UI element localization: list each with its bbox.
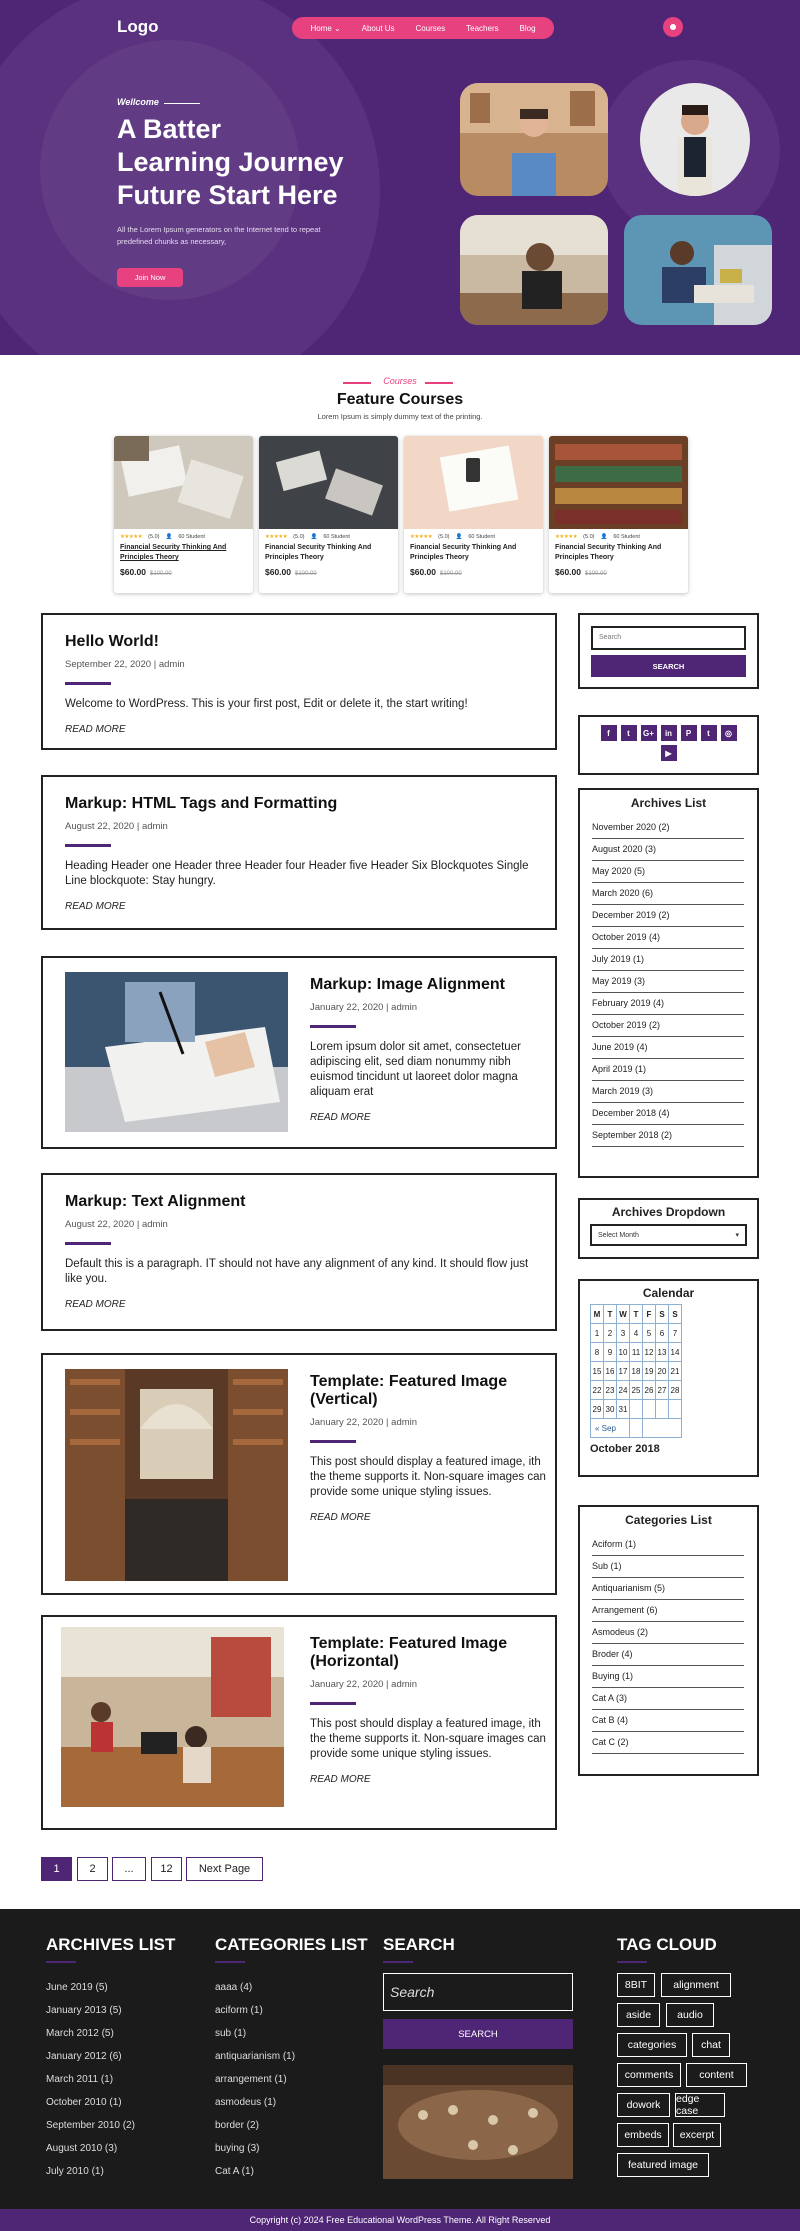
course-rating: (5.0) [583,534,595,540]
calendar-day[interactable]: 28 [669,1381,682,1400]
calendar-day[interactable]: 10 [617,1343,630,1362]
footer-category-link[interactable]: arrangement (1) [215,2074,287,2085]
page-link-ellipsis: ... [112,1857,146,1881]
calendar-day[interactable]: 22 [591,1381,604,1400]
copyright-bar [0,2209,800,2231]
post-divider [65,1242,111,1245]
calendar-day[interactable]: 1 [591,1324,604,1343]
course-card[interactable] [549,436,688,593]
nav-blog[interactable]: Blog [519,23,536,33]
main-nav [292,17,554,39]
page-link[interactable]: 12 [151,1857,182,1881]
calendar-day[interactable]: 18 [630,1362,643,1381]
archives-title: Archives List [630,796,707,810]
rating-stars-icon: ★★★★★ [555,534,578,540]
category-link[interactable]: Sub (1) [592,1557,744,1578]
post-excerpt: Lorem ipsum dolor sit amet, consectetuer adipiscing elit, sed diam nonummy nibh euismod tincidunt ut laoreet dolor magna aliquam erat [310,1041,521,1098]
post-divider [65,682,111,685]
calendar-day[interactable]: 26 [643,1381,656,1400]
hero-photo-student-reading [460,215,608,325]
categories-widget [578,1505,759,1776]
post-divider [310,1440,356,1443]
calendar-day[interactable]: 23 [604,1381,617,1400]
tag-link[interactable]: embeds [617,2123,669,2147]
tag-link[interactable]: content [686,2063,747,2087]
course-students: 60 Student [323,534,350,540]
blog-post [41,613,557,750]
youtube-icon[interactable]: ▶ [661,745,677,761]
archives-dropdown-title: Archives Dropdown [611,1205,726,1219]
nav-teachers[interactable]: Teachers [466,23,499,33]
hero-photo-student-campus [460,83,608,196]
footer-tags-title: TAG CLOUD [617,1935,717,1954]
course-image [259,436,398,529]
archive-link[interactable]: September 2018 (2) [592,1126,744,1147]
calendar-widget [578,1279,759,1477]
calendar-weekday: W [617,1305,630,1324]
tag-link[interactable]: excerpt [673,2123,721,2147]
post-title[interactable]: Template: Featured Image (Horizontal) [310,1635,508,1670]
course-students: 60 Student [178,534,205,540]
footer-category-link[interactable]: aciform (1) [215,2005,263,2016]
calendar-month-label: October 2018 [590,1443,660,1455]
footer-search-title: SEARCH [383,1935,455,1954]
courses-subheading: Lorem Ipsum is simply dummy text of the printing. [317,412,483,421]
course-price: $60.00 $100.00 [265,567,317,577]
courses-heading: Feature Courses [336,391,464,408]
footer-archive-link[interactable]: June 2019 (5) [46,1982,108,1993]
post-date: September 22, 2020 | admin [65,659,185,670]
post-excerpt: This post should display a featured image, ith the theme supports it. Non-square images can provide some unique styling issues. [310,1718,546,1760]
footer-category-link[interactable]: buying (3) [215,2143,260,2154]
search-widget [578,613,759,689]
calendar-day[interactable]: 29 [591,1400,604,1419]
calendar-day[interactable]: 11 [630,1343,643,1362]
hero-welcome-line [164,103,200,104]
tag-link[interactable]: audio [666,2003,714,2027]
blog-post [41,1173,557,1331]
archive-link[interactable]: December 2018 (4) [592,1104,744,1125]
facebook-icon[interactable]: f [601,725,617,741]
calendar-day[interactable]: 24 [617,1381,630,1400]
post-title[interactable]: Markup: Image Alignment [310,976,505,993]
tag-link[interactable]: comments [617,2063,681,2087]
sidebar-search-input[interactable]: Search [591,626,746,650]
calendar-day [643,1400,656,1419]
tag-link[interactable]: featured image [617,2153,709,2177]
course-image [549,436,688,529]
calendar-weekday: T [630,1305,643,1324]
copyright-text: Copyright (c) 2024 Free Educational WordPress Theme. All Right Reserved [249,2215,551,2225]
category-link[interactable]: Broder (4) [592,1645,744,1666]
read-more-link[interactable]: READ MORE [310,1112,371,1123]
tag-link[interactable]: 8BIT [617,1973,655,1997]
footer-category-link[interactable]: sub (1) [215,2028,247,2039]
footer-title-underline [215,1961,245,1963]
post-title[interactable]: Markup: HTML Tags and Formatting [65,795,338,812]
archive-link[interactable]: November 2020 (2) [592,818,744,839]
course-students: 60 Student [613,534,640,540]
archives-dropdown-widget [578,1198,759,1259]
blog-post [41,1615,557,1830]
archives-month-select[interactable]: Select Month ▾ [590,1224,747,1246]
calendar-title: Calendar [642,1286,695,1300]
post-featured-image [61,1627,284,1807]
calendar-day[interactable]: 14 [669,1343,682,1362]
footer-archive-link[interactable]: July 2010 (1) [46,2166,104,2177]
site-logo[interactable]: Logo [117,17,159,36]
blog-post [41,956,557,1149]
tag-link[interactable]: alignment [661,1973,731,1997]
next-page-button[interactable]: Next Page [186,1857,263,1881]
course-rating: (5.0) [293,534,305,540]
course-rating: (5.0) [148,534,160,540]
calendar-day[interactable]: 8 [591,1343,604,1362]
post-date: January 22, 2020 | admin [310,1002,418,1013]
footer-category-link[interactable]: asmodeus (1) [215,2097,277,2108]
calendar-weekday: F [643,1305,656,1324]
calendar-day[interactable]: 16 [604,1362,617,1381]
post-excerpt: This post should display a featured image, ith the theme supports it. Non-square images can provide some unique styling issues. [310,1456,546,1498]
courses-tag: Courses [383,376,417,386]
course-card[interactable] [259,436,398,593]
blog-post [41,775,557,930]
footer-archive-link[interactable]: March 2012 (5) [46,2028,114,2039]
linkedin-icon[interactable]: in [661,725,677,741]
footer-archive-link[interactable]: January 2013 (5) [46,2005,122,2016]
post-date: January 22, 2020 | admin [310,1679,418,1690]
calendar-day[interactable]: 19 [643,1362,656,1381]
post-featured-image [65,1369,288,1581]
read-more-link[interactable]: READ MORE [65,901,126,912]
social-widget [578,715,759,775]
footer-category-link[interactable]: aaaa (4) [215,1982,253,1993]
footer-title-underline [46,1961,76,1963]
user-icon: 👤 [455,534,463,540]
calendar-empty [630,1419,643,1438]
footer-categories-list [215,1976,295,2183]
courses-tag-line-right [425,382,453,384]
calendar-day[interactable]: 5 [643,1324,656,1343]
tag-link[interactable]: edge case [675,2093,725,2117]
footer-archives-list [46,1976,135,2183]
blog-post [41,1353,557,1595]
hero-photo-student-portrait [640,83,750,196]
calendar-day[interactable]: 13 [656,1343,669,1362]
calendar-day[interactable]: 7 [669,1324,682,1343]
read-more-link[interactable]: READ MORE [65,724,126,735]
calendar-day[interactable]: 2 [604,1324,617,1343]
post-date: August 22, 2020 | admin [65,1219,168,1230]
calendar-day [630,1400,643,1419]
pinterest-icon[interactable]: P [681,725,697,741]
course-image [114,436,253,529]
footer-category-link[interactable]: antiquarianism (1) [215,2051,296,2062]
nav-home[interactable]: Home ⌄ [310,23,341,33]
calendar-weekday: T [604,1305,617,1324]
calendar-day[interactable]: 17 [617,1362,630,1381]
course-students: 60 Student [468,534,495,540]
post-date: August 22, 2020 | admin [65,821,168,832]
archive-link[interactable]: April 2019 (1) [592,1060,744,1081]
footer-title-underline [617,1961,647,1963]
read-more-link[interactable]: READ MORE [310,1774,371,1785]
tag-link[interactable]: aside [617,2003,660,2027]
tag-link[interactable]: dowork [617,2093,670,2117]
rating-stars-icon: ★★★★★ [410,534,433,540]
archive-link[interactable]: July 2019 (1) [592,950,744,971]
instagram-icon[interactable]: ◎ [721,725,737,741]
post-excerpt: Heading Header one Header three Header four Header five Header Six Blockquotes Single Line blockquote: Stay hungry. [65,860,529,887]
footer-library-image [383,2065,573,2179]
nav-about[interactable]: About Us [361,23,395,33]
archive-link[interactable]: August 2020 (3) [592,840,744,861]
calendar-day[interactable]: 12 [643,1343,656,1362]
google-plus-icon[interactable]: G+ [641,725,657,741]
page-link[interactable]: 2 [77,1857,108,1881]
calendar-weekday: M [591,1305,604,1324]
course-price: $60.00 $100.00 [410,567,462,577]
course-price: $60.00 $100.00 [120,567,172,577]
category-link[interactable]: Aciform (1) [592,1535,744,1556]
post-excerpt: Default this is a paragraph. IT should not have any alignment of any kind. It should flow just like you. [65,1258,529,1285]
categories-title: Categories List [625,1513,712,1527]
post-title[interactable]: Template: Featured Image (Vertical) [310,1373,508,1408]
calendar-prev-link[interactable]: « Sep [591,1419,630,1438]
course-title[interactable]: Financial Security Thinking And Principles Theory [265,544,372,561]
archive-link[interactable]: December 2019 (2) [592,906,744,927]
archives-widget [578,788,759,1178]
category-link[interactable]: Asmodeus (2) [592,1623,744,1644]
calendar-table [590,1304,682,1438]
archive-link[interactable]: June 2019 (4) [592,1038,744,1059]
post-featured-image [65,972,288,1132]
archives-list [580,810,757,1147]
calendar-day[interactable]: 6 [656,1324,669,1343]
page-link-current[interactable]: 1 [41,1857,72,1881]
user-icon: 👤 [600,534,608,540]
hero-lead: All the Lorem Ipsum generators on the Internet tend to repeat predefined chunks as necessary, [117,225,321,246]
sidebar-search-button[interactable]: SEARCH [591,655,746,677]
tag-link[interactable]: chat [692,2033,730,2057]
social-icons [598,725,739,761]
calendar-day[interactable]: 30 [604,1400,617,1419]
post-divider [310,1025,356,1028]
course-card[interactable] [114,436,253,593]
calendar-day[interactable]: 31 [617,1400,630,1419]
calendar-day[interactable]: 25 [630,1381,643,1400]
footer-archive-link[interactable]: August 2010 (3) [46,2143,118,2154]
calendar-day [669,1400,682,1419]
user-icon: 👤 [310,534,318,540]
tumblr-icon[interactable]: t [701,725,717,741]
footer-title-underline [383,1961,413,1963]
footer-search-button[interactable]: SEARCH [383,2019,573,2049]
category-link[interactable]: Arrangement (6) [592,1601,744,1622]
archive-link[interactable]: October 2019 (4) [592,928,744,949]
category-link[interactable]: Antiquarianism (5) [592,1579,744,1600]
calendar-empty [643,1419,682,1438]
post-excerpt: Welcome to WordPress. This is your first post, Edit or delete it, the start writing! [65,698,468,710]
twitter-icon[interactable]: t [621,725,637,741]
post-divider [310,1702,356,1705]
hero-welcome: Wellcome [117,97,159,107]
user-icon[interactable] [663,17,683,37]
footer-archives-title: ARCHIVES LIST [46,1935,176,1954]
post-title[interactable]: Markup: Text Alignment [65,1193,246,1210]
nav-courses[interactable]: Courses [415,23,446,33]
calendar-day[interactable]: 20 [656,1362,669,1381]
rating-stars-icon: ★★★★★ [120,534,143,540]
archive-link[interactable]: May 2020 (5) [592,862,744,883]
course-price: $60.00 $100.00 [555,567,607,577]
course-title[interactable]: Financial Security Thinking And Principles Theory [410,544,517,561]
archive-link[interactable]: March 2019 (3) [592,1082,744,1103]
footer-search-input[interactable]: Search [383,1973,573,2011]
calendar-weekday: S [669,1305,682,1324]
course-rating: (5.0) [438,534,450,540]
footer-archive-link[interactable]: January 2012 (6) [46,2051,122,2062]
category-link[interactable]: Cat B (4) [592,1711,744,1732]
course-image [404,436,543,529]
category-link[interactable]: Buying (1) [592,1667,744,1688]
category-link[interactable]: Cat A (3) [592,1689,744,1710]
post-date: January 22, 2020 | admin [310,1417,418,1428]
caret-down-icon: ▾ [735,1232,739,1239]
calendar-day[interactable]: 4 [630,1324,643,1343]
course-title[interactable]: Financial Security Thinking And Principles Theory [120,544,227,561]
footer-archive-link[interactable]: March 2011 (1) [46,2074,114,2085]
archive-link[interactable]: May 2019 (3) [592,972,744,993]
calendar-day[interactable]: 27 [656,1381,669,1400]
user-icon: 👤 [165,534,173,540]
join-now-button[interactable]: Join Now [117,268,183,287]
footer-categories-title: CATEGORIES LIST [215,1935,368,1954]
chevron-down-icon: ⌄ [334,23,341,33]
post-divider [65,844,111,847]
read-more-link[interactable]: READ MORE [65,1299,126,1310]
calendar-day[interactable]: 9 [604,1343,617,1362]
footer-archive-link[interactable]: October 2010 (1) [46,2097,122,2108]
rating-stars-icon: ★★★★★ [265,534,288,540]
post-title[interactable]: Hello World! [65,633,159,650]
calendar-day[interactable]: 3 [617,1324,630,1343]
archive-link[interactable]: March 2020 (6) [592,884,744,905]
calendar-day[interactable]: 15 [591,1362,604,1381]
footer-category-link[interactable]: Cat A (1) [215,2166,254,2177]
archive-link[interactable]: February 2019 (4) [592,994,744,1015]
categories-list [580,1527,757,1754]
course-title[interactable]: Financial Security Thinking And Principles Theory [555,544,662,561]
footer-category-link[interactable]: border (2) [215,2120,259,2131]
course-card[interactable] [404,436,543,593]
category-link[interactable]: Cat C (2) [592,1733,744,1754]
read-more-link[interactable]: READ MORE [310,1512,371,1523]
archive-link[interactable]: October 2019 (2) [592,1016,744,1037]
tag-link[interactable]: categories [617,2033,687,2057]
calendar-weekday: S [656,1305,669,1324]
footer-archive-link[interactable]: September 2010 (2) [46,2120,135,2131]
hero-title: A Batter Learning Journey Future Start Here [117,114,344,210]
calendar-day [656,1400,669,1419]
calendar-day[interactable]: 21 [669,1362,682,1381]
hero-photo-student-studying [624,215,772,325]
